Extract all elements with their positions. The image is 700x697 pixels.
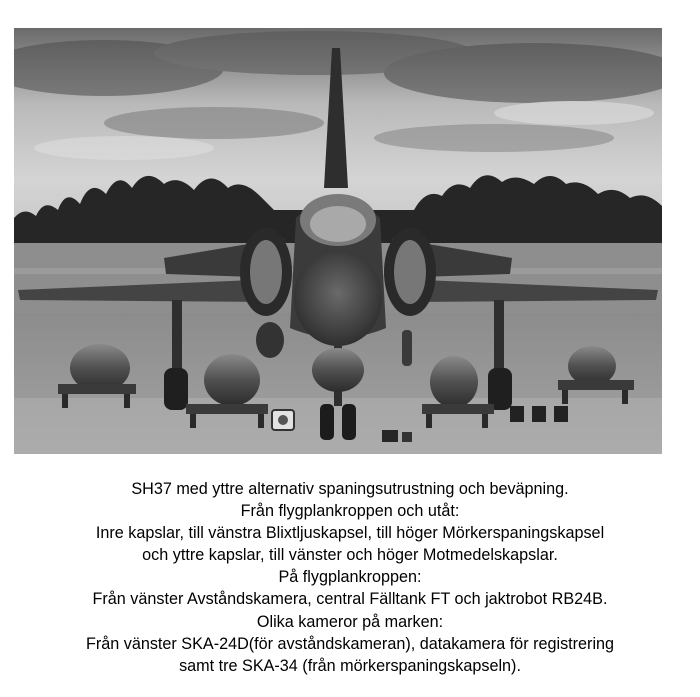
caption-line: Från vänster Avståndskamera, central Fälltank FT och jaktrobot RB24B.	[92, 590, 608, 609]
nose	[294, 250, 382, 346]
ska-34-camera-3	[554, 406, 568, 422]
caption-line: Från flygplankroppen och utåt:	[240, 502, 460, 521]
caption-line: Olika kameror på marken:	[256, 612, 444, 631]
ska-34-camera-1	[510, 406, 524, 422]
caption-line: På flygplankroppen:	[278, 568, 422, 587]
range-camera-pod	[256, 322, 284, 358]
caption-line: Från vänster SKA-24D(för avståndskameran), datakamera för registrering	[85, 634, 615, 653]
ska-34-camera-2	[532, 406, 546, 422]
caption-line: SH37 med yttre alternativ spaningsutrustning och beväpning.	[131, 480, 569, 498]
rb24b-missile	[402, 330, 412, 366]
caption-line: samt tre SKA-34 (från mörkerspaningskapseln).	[179, 656, 521, 675]
data-camera	[382, 430, 398, 442]
aircraft-photo	[14, 28, 662, 454]
caption-line: och yttre kapslar, till vänster och höger Motmedelskapslar.	[142, 546, 558, 565]
photo-caption	[0, 478, 700, 677]
caption-line: Inre kapslar, till vänstra Blixtljuskapsel, till höger Mörkerspaningskapsel	[95, 524, 605, 543]
drop-tank	[312, 348, 364, 392]
